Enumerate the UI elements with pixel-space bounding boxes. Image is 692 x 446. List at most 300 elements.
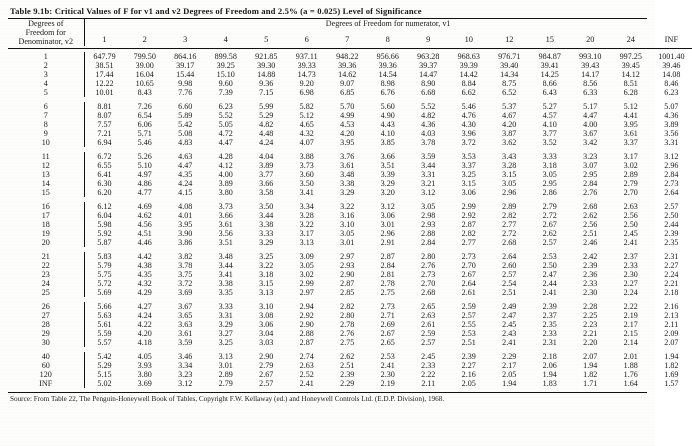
cell-v2-10-v1-INF: 3.31 (664, 138, 679, 147)
cell-v2-40-v1-INF: 1.94 (664, 352, 679, 361)
cell-v2-17-v1-1: 6.04 (97, 211, 112, 220)
table-row (8, 52, 692, 61)
cell-v2-6-v1-24: 5.12 (623, 102, 638, 111)
cell-v2-26-v1-5: 3.10 (259, 302, 274, 311)
cell-v2-11-v1-24: 3.17 (623, 152, 638, 161)
cell-v2-40-v1-5: 2.90 (259, 352, 274, 361)
cell-v2-26-v1-6: 2.94 (299, 302, 314, 311)
cell-v2-21-v1-3: 3.82 (178, 252, 193, 261)
cell-v2-60-v1-20: 1.94 (583, 361, 598, 370)
cell-v2-15-v1-12: 2.96 (502, 188, 517, 197)
cell-v2-13-v1-2: 4.97 (137, 170, 152, 179)
cell-v2-19-v1-20: 2.51 (583, 229, 598, 238)
cell-v2-14-v1-10: 3.15 (461, 179, 476, 188)
cell-v2-18-v1-15: 2.67 (542, 220, 557, 229)
cell-v2-4-v1-10: 8.84 (461, 79, 476, 88)
cell-v2-14-v1-INF: 2.73 (664, 179, 679, 188)
cell-v2-12-v1-20: 3.07 (583, 161, 598, 170)
cell-v2-7-v1-3: 5.89 (178, 111, 193, 120)
cell-v2-30-v1-2: 4.18 (137, 338, 152, 347)
row-header-v2-2: 2 (8, 61, 84, 70)
cell-v2-30-v1-8: 2.65 (380, 338, 395, 347)
cell-v2-9-v1-7: 4.20 (340, 129, 355, 138)
cell-v2-24-v1-6: 2.99 (299, 279, 314, 288)
cell-v2-11-v1-7: 3.76 (340, 152, 355, 161)
cell-v2-29-v1-4: 3.27 (218, 329, 233, 338)
row-header-v2-18: 18 (8, 220, 84, 229)
column-header-v1-5: 5 (264, 34, 269, 44)
cell-v2-25-v1-15: 2.41 (542, 288, 557, 297)
cell-v2-13-v1-INF: 2.84 (664, 170, 679, 179)
cell-v2-28-v1-4: 3.29 (218, 320, 233, 329)
cell-v2-2-v1-4: 39.25 (216, 61, 235, 70)
cell-v2-17-v1-5: 3.44 (259, 211, 274, 220)
cell-v2-7-v1-20: 4.47 (583, 111, 598, 120)
cell-v2-13-v1-1: 6.41 (97, 170, 112, 179)
cell-v2-13-v1-7: 3.48 (340, 170, 355, 179)
table-row (8, 88, 692, 97)
column-header-v1-6: 6 (304, 34, 309, 44)
cell-v2-21-v1-10: 2.73 (461, 252, 476, 261)
cell-v2-26-v1-3: 3.67 (178, 302, 193, 311)
cell-v2-27-v1-24: 2.19 (623, 311, 638, 320)
cell-v2-27-v1-6: 2.92 (299, 311, 314, 320)
cell-v2-8-v1-15: 4.10 (542, 120, 557, 129)
cell-v2-26-v1-1: 5.66 (97, 302, 112, 311)
cell-v2-27-v1-12: 2.47 (502, 311, 517, 320)
cell-v2-3-v1-9: 14.47 (419, 70, 438, 79)
cell-v2-40-v1-12: 2.29 (502, 352, 517, 361)
cell-v2-21-v1-15: 2.53 (542, 252, 557, 261)
cell-v2-20-v1-3: 3.86 (178, 238, 193, 247)
cell-v2-10-v1-15: 3.52 (542, 138, 557, 147)
cell-v2-28-v1-3: 3.63 (178, 320, 193, 329)
cell-v2-5-v1-9: 6.68 (421, 88, 436, 97)
row-header-v2-17: 17 (8, 211, 84, 220)
cell-v2-13-v1-20: 2.95 (583, 170, 598, 179)
cell-v2-7-v1-5: 5.29 (259, 111, 274, 120)
table-row (8, 79, 692, 88)
cell-v2-20-v1-8: 2.91 (380, 238, 395, 247)
cell-v2-18-v1-10: 2.87 (461, 220, 476, 229)
cell-v2-120-v1-2: 3.80 (137, 370, 152, 379)
row-header-v2-26: 26 (8, 302, 84, 311)
cell-v2-10-v1-3: 4.83 (178, 138, 193, 147)
cell-v2-25-v1-INF: 2.18 (664, 288, 679, 297)
cell-v2-12-v1-8: 3.51 (380, 161, 395, 170)
cell-v2-15-v1-20: 2.76 (583, 188, 598, 197)
cell-v2-30-v1-7: 2.75 (340, 338, 355, 347)
cell-v2-4-v1-1: 12.22 (95, 79, 114, 88)
cell-v2-4-v1-20: 8.56 (583, 79, 598, 88)
cell-v2-30-v1-1: 5.57 (97, 338, 112, 347)
cell-v2-30-v1-5: 3.03 (259, 338, 274, 347)
cell-v2-17-v1-9: 2.98 (421, 211, 436, 220)
cell-v2-3-v1-4: 15.10 (216, 70, 235, 79)
cell-v2-18-v1-4: 3.61 (218, 220, 233, 229)
cell-v2-INF-v1-15: 1.83 (542, 379, 557, 388)
cell-v2-8-v1-6: 4.65 (299, 120, 314, 129)
cell-v2-1-v1-3: 864.16 (174, 52, 197, 61)
cell-v2-2-v1-2: 39.00 (135, 61, 154, 70)
cell-v2-120-v1-24: 1.76 (623, 370, 638, 379)
cell-v2-28-v1-7: 2.78 (340, 320, 355, 329)
cell-v2-19-v1-12: 2.72 (502, 229, 517, 238)
cell-v2-26-v1-INF: 2.16 (664, 302, 679, 311)
cell-v2-22-v1-9: 2.76 (421, 261, 436, 270)
row-header-v2-5: 5 (8, 88, 84, 97)
column-header-v1-12: 12 (505, 34, 514, 44)
cell-v2-12-v1-3: 4.47 (178, 161, 193, 170)
cell-v2-24-v1-12: 2.54 (502, 279, 517, 288)
cell-v2-30-v1-4: 3.25 (218, 338, 233, 347)
row-header-v2-24: 24 (8, 279, 84, 288)
footer (8, 388, 647, 403)
cell-v2-4-v1-15: 8.66 (542, 79, 557, 88)
cell-v2-10-v1-6: 4.07 (299, 138, 314, 147)
cell-v2-11-v1-20: 3.23 (583, 152, 598, 161)
cell-v2-26-v1-7: 2.82 (340, 302, 355, 311)
cell-v2-120-v1-3: 3.23 (178, 370, 193, 379)
column-header-v1-10: 10 (464, 34, 473, 44)
cell-v2-25-v1-7: 2.85 (340, 288, 355, 297)
cell-v2-17-v1-7: 3.16 (340, 211, 355, 220)
cell-v2-28-v1-24: 2.17 (623, 320, 638, 329)
row-header-v2-30: 30 (8, 338, 84, 347)
cell-v2-3-v1-7: 14.62 (338, 70, 357, 79)
cell-v2-4-v1-8: 8.98 (380, 79, 395, 88)
table-row (8, 129, 692, 138)
table-row (8, 152, 692, 161)
cell-v2-15-v1-1: 6.20 (97, 188, 112, 197)
cell-v2-21-v1-20: 2.42 (583, 252, 598, 261)
cell-v2-10-v1-12: 3.62 (502, 138, 517, 147)
cell-v2-15-v1-15: 2.86 (542, 188, 557, 197)
cell-v2-21-v1-9: 2.80 (421, 252, 436, 261)
cell-v2-16-v1-10: 2.99 (461, 202, 476, 211)
cell-v2-40-v1-1: 5.42 (97, 352, 112, 361)
cell-v2-26-v1-15: 2.39 (542, 302, 557, 311)
cell-v2-18-v1-8: 3.01 (380, 220, 395, 229)
cell-v2-9-v1-5: 4.48 (259, 129, 274, 138)
cell-v2-5-v1-24: 6.28 (623, 88, 638, 97)
cell-v2-30-v1-15: 2.31 (542, 338, 557, 347)
cell-v2-5-v1-10: 6.62 (461, 88, 476, 97)
cell-v2-23-v1-2: 4.35 (137, 270, 152, 279)
cell-v2-14-v1-7: 3.38 (340, 179, 355, 188)
cell-v2-1-v1-12: 976.71 (498, 52, 521, 61)
cell-v2-16-v1-4: 3.73 (218, 202, 233, 211)
cell-v2-2-v1-6: 39.33 (297, 61, 316, 70)
cell-v2-9-v1-15: 3.77 (542, 129, 557, 138)
cell-v2-18-v1-6: 3.22 (299, 220, 314, 229)
cell-v2-23-v1-7: 2.90 (340, 270, 355, 279)
cell-v2-INF-v1-1: 5.02 (97, 379, 112, 388)
row-header-v2-28: 28 (8, 320, 84, 329)
cell-v2-28-v1-INF: 2.11 (664, 320, 679, 329)
cell-v2-20-v1-4: 3.51 (218, 238, 233, 247)
cell-v2-16-v1-7: 3.22 (340, 202, 355, 211)
cell-v2-29-v1-8: 2.67 (380, 329, 395, 338)
cell-v2-13-v1-24: 2.89 (623, 170, 638, 179)
cell-v2-10-v1-2: 5.46 (137, 138, 152, 147)
column-header-v1-7: 7 (345, 34, 350, 44)
cell-v2-24-v1-INF: 2.21 (664, 279, 679, 288)
stub-header-line-2: Freedom for (25, 28, 66, 37)
cell-v2-12-v1-1: 6.55 (97, 161, 112, 170)
cell-v2-12-v1-5: 3.89 (259, 161, 274, 170)
header-span-row (8, 19, 692, 33)
cell-v2-28-v1-8: 2.69 (380, 320, 395, 329)
cell-v2-60-v1-7: 2.51 (340, 361, 355, 370)
cell-v2-21-v1-24: 2.37 (623, 252, 638, 261)
table-row (8, 270, 692, 279)
table-row (8, 161, 692, 170)
cell-v2-25-v1-5: 3.13 (259, 288, 274, 297)
cell-v2-17-v1-12: 2.82 (502, 211, 517, 220)
cell-v2-60-v1-INF: 1.82 (664, 361, 679, 370)
cell-v2-25-v1-4: 3.35 (218, 288, 233, 297)
cell-v2-13-v1-9: 3.31 (421, 170, 436, 179)
cell-v2-20-v1-10: 2.77 (461, 238, 476, 247)
cell-v2-24-v1-2: 4.32 (137, 279, 152, 288)
cell-v2-15-v1-9: 3.12 (421, 188, 436, 197)
cell-v2-26-v1-24: 2.22 (623, 302, 638, 311)
cell-v2-120-v1-6: 2.52 (299, 370, 314, 379)
cell-v2-17-v1-24: 2.56 (623, 211, 638, 220)
cell-v2-5-v1-7: 6.85 (340, 88, 355, 97)
row-header-v2-1: 1 (8, 52, 84, 61)
cell-v2-7-v1-7: 4.99 (340, 111, 355, 120)
cell-v2-40-v1-4: 3.13 (218, 352, 233, 361)
cell-v2-26-v1-8: 2.73 (380, 302, 395, 311)
cell-v2-4-v1-4: 9.60 (218, 79, 233, 88)
cell-v2-21-v1-8: 2.87 (380, 252, 395, 261)
source-note: Source: From Table 22, The Penguin-Honeywell Book of Tables, Copyright F.W. Kellaway (ed.) and Honeywell Controls Ltd. (E.D.P. Division), 1968. (10, 394, 445, 403)
cell-v2-19-v1-2: 4.51 (137, 229, 152, 238)
cell-v2-20-v1-1: 5.87 (97, 238, 112, 247)
cell-v2-10-v1-5: 4.24 (259, 138, 274, 147)
cell-v2-27-v1-3: 3.65 (178, 311, 193, 320)
cell-v2-27-v1-INF: 2.13 (664, 311, 679, 320)
cell-v2-17-v1-2: 4.62 (137, 211, 152, 220)
cell-v2-27-v1-5: 3.08 (259, 311, 274, 320)
cell-v2-25-v1-12: 2.51 (502, 288, 517, 297)
cell-v2-18-v1-INF: 2.44 (664, 220, 679, 229)
cell-v2-25-v1-24: 2.24 (623, 288, 638, 297)
cell-v2-13-v1-12: 3.15 (502, 170, 517, 179)
cell-v2-15-v1-3: 4.15 (178, 188, 193, 197)
table-row (8, 170, 692, 179)
cell-v2-11-v1-8: 3.66 (380, 152, 395, 161)
page-title: Table 9.1b: Critical Values of F for v1 and v2 Degrees of Freedom and 2.5% (a = 0.025) Level of Significance (10, 6, 422, 16)
cell-v2-30-v1-24: 2.14 (623, 338, 638, 347)
cell-v2-25-v1-6: 2.97 (299, 288, 314, 297)
cell-v2-14-v1-4: 3.89 (218, 179, 233, 188)
cell-v2-17-v1-15: 2.72 (542, 211, 557, 220)
cell-v2-30-v1-INF: 2.07 (664, 338, 679, 347)
table-row (8, 329, 692, 338)
cell-v2-3-v1-8: 14.54 (378, 70, 397, 79)
cell-v2-11-v1-6: 3.88 (299, 152, 314, 161)
cell-v2-23-v1-8: 2.81 (380, 270, 395, 279)
cell-v2-21-v1-4: 3.48 (218, 252, 233, 261)
cell-v2-16-v1-1: 6.12 (97, 202, 112, 211)
cell-v2-18-v1-1: 5.98 (97, 220, 112, 229)
cell-v2-27-v1-20: 2.25 (583, 311, 598, 320)
cell-v2-13-v1-15: 3.05 (542, 170, 557, 179)
cell-v2-24-v1-4: 3.38 (218, 279, 233, 288)
cell-v2-24-v1-20: 2.33 (583, 279, 598, 288)
cell-v2-19-v1-3: 3.90 (178, 229, 193, 238)
cell-v2-25-v1-8: 2.75 (380, 288, 395, 297)
column-header-v1-4: 4 (223, 34, 228, 44)
cell-v2-16-v1-12: 2.89 (502, 202, 517, 211)
cell-v2-15-v1-24: 2.70 (623, 188, 638, 197)
cell-v2-14-v1-20: 2.84 (583, 179, 598, 188)
cell-v2-20-v1-2: 4.46 (137, 238, 152, 247)
cell-v2-5-v1-3: 7.76 (178, 88, 193, 97)
cell-v2-28-v1-10: 2.55 (461, 320, 476, 329)
cell-v2-120-v1-20: 1.82 (583, 370, 598, 379)
cell-v2-3-v1-3: 15.44 (176, 70, 195, 79)
cell-v2-29-v1-7: 2.76 (340, 329, 355, 338)
cell-v2-19-v1-4: 3.56 (218, 229, 233, 238)
cell-v2-8-v1-12: 4.20 (502, 120, 517, 129)
cell-v2-26-v1-4: 3.33 (218, 302, 233, 311)
cell-v2-6-v1-3: 6.60 (178, 102, 193, 111)
cell-v2-8-v1-INF: 3.89 (664, 120, 679, 129)
cell-v2-29-v1-15: 2.33 (542, 329, 557, 338)
cell-v2-10-v1-1: 6.94 (97, 138, 112, 147)
cell-v2-28-v1-6: 2.90 (299, 320, 314, 329)
cell-v2-19-v1-8: 2.96 (380, 229, 395, 238)
cell-v2-6-v1-INF: 5.07 (664, 102, 679, 111)
cell-v2-16-v1-8: 3.12 (380, 202, 395, 211)
cell-v2-5-v1-2: 8.43 (137, 88, 152, 97)
cell-v2-7-v1-INF: 4.36 (664, 111, 679, 120)
cell-v2-INF-v1-2: 3.69 (137, 379, 152, 388)
cell-v2-26-v1-12: 2.49 (502, 302, 517, 311)
cell-v2-5-v1-12: 6.52 (502, 88, 517, 97)
cell-v2-40-v1-2: 4.05 (137, 352, 152, 361)
cell-v2-5-v1-1: 10.01 (95, 88, 114, 97)
cell-v2-8-v1-4: 5.05 (218, 120, 233, 129)
cell-v2-1-v1-8: 956.66 (376, 52, 399, 61)
cell-v2-11-v1-1: 6.72 (97, 152, 112, 161)
cell-v2-13-v1-4: 4.00 (218, 170, 233, 179)
cell-v2-17-v1-3: 4.01 (178, 211, 193, 220)
cell-v2-28-v1-20: 2.23 (583, 320, 598, 329)
cell-v2-INF-v1-INF: 1.57 (664, 379, 679, 388)
cell-v2-INF-v1-3: 3.12 (178, 379, 193, 388)
cell-v2-19-v1-24: 2.45 (623, 229, 638, 238)
column-header-v1-INF: INF (664, 34, 679, 44)
cell-v2-15-v1-2: 4.77 (137, 188, 152, 197)
row-header-v2-22: 22 (8, 261, 84, 270)
cell-v2-29-v1-3: 3.61 (178, 329, 193, 338)
cell-v2-4-v1-9: 8.90 (421, 79, 436, 88)
cell-v2-29-v1-5: 3.04 (259, 329, 274, 338)
cell-v2-30-v1-3: 3.59 (178, 338, 193, 347)
cell-v2-2-v1-24: 39.45 (621, 61, 640, 70)
cell-v2-3-v1-15: 14.25 (540, 70, 559, 79)
cell-v2-26-v1-9: 2.65 (421, 302, 436, 311)
cell-v2-1-v1-2: 799.50 (133, 52, 156, 61)
stub-header (8, 19, 84, 46)
table-row (8, 61, 692, 70)
cell-v2-28-v1-2: 4.22 (137, 320, 152, 329)
cell-v2-27-v1-2: 4.24 (137, 311, 152, 320)
cell-v2-22-v1-15: 2.50 (542, 261, 557, 270)
cell-v2-15-v1-6: 3.41 (299, 188, 314, 197)
cell-v2-14-v1-15: 2.95 (542, 179, 557, 188)
cell-v2-INF-v1-7: 2.29 (340, 379, 355, 388)
cell-v2-18-v1-2: 4.56 (137, 220, 152, 229)
table-row (8, 361, 692, 370)
cell-v2-INF-v1-6: 2.41 (299, 379, 314, 388)
table-row (8, 338, 692, 347)
cell-v2-40-v1-9: 2.45 (421, 352, 436, 361)
cell-v2-5-v1-5: 7.15 (259, 88, 274, 97)
cell-v2-INF-v1-5: 2.57 (259, 379, 274, 388)
cell-v2-16-v1-20: 2.68 (583, 202, 598, 211)
cell-v2-27-v1-7: 2.80 (340, 311, 355, 320)
cell-v2-23-v1-3: 3.75 (178, 270, 193, 279)
cell-v2-23-v1-20: 2.36 (583, 270, 598, 279)
cell-v2-9-v1-4: 4.72 (218, 129, 233, 138)
column-header-v1-2: 2 (142, 34, 147, 44)
cell-v2-120-v1-15: 1.94 (542, 370, 557, 379)
cell-v2-12-v1-INF: 2.96 (664, 161, 679, 170)
cell-v2-3-v1-12: 14.34 (500, 70, 519, 79)
cell-v2-40-v1-20: 2.07 (583, 352, 598, 361)
cell-v2-15-v1-4: 3.80 (218, 188, 233, 197)
cell-v2-7-v1-4: 5.52 (218, 111, 233, 120)
cell-v2-16-v1-6: 3.34 (299, 202, 314, 211)
cell-v2-22-v1-2: 4.38 (137, 261, 152, 270)
cell-v2-120-v1-9: 2.22 (421, 370, 436, 379)
cell-v2-60-v1-3: 3.34 (178, 361, 193, 370)
cell-v2-12-v1-24: 3.02 (623, 161, 638, 170)
cell-v2-5-v1-8: 6.76 (380, 88, 395, 97)
cell-v2-9-v1-2: 5.71 (137, 129, 152, 138)
cell-v2-3-v1-24: 14.12 (621, 70, 640, 79)
cell-v2-26-v1-20: 2.28 (583, 302, 598, 311)
cell-v2-2-v1-15: 39.41 (540, 61, 559, 70)
cell-v2-27-v1-15: 2.37 (542, 311, 557, 320)
cell-v2-29-v1-24: 2.15 (623, 329, 638, 338)
cell-v2-30-v1-10: 2.51 (461, 338, 476, 347)
cell-v2-9-v1-INF: 3.56 (664, 129, 679, 138)
cell-v2-6-v1-2: 7.26 (137, 102, 152, 111)
cell-v2-29-v1-12: 2.43 (502, 329, 517, 338)
column-header-v1-3: 3 (183, 34, 188, 44)
cell-v2-INF-v1-24: 1.64 (623, 379, 638, 388)
cell-v2-17-v1-20: 2.62 (583, 211, 598, 220)
cell-v2-3-v1-6: 14.73 (297, 70, 316, 79)
cell-v2-24-v1-15: 2.44 (542, 279, 557, 288)
cell-v2-10-v1-9: 3.78 (421, 138, 436, 147)
cell-v2-17-v1-8: 3.06 (380, 211, 395, 220)
cell-v2-60-v1-6: 2.63 (299, 361, 314, 370)
cell-v2-120-v1-8: 2.30 (380, 370, 395, 379)
cell-v2-23-v1-24: 2.30 (623, 270, 638, 279)
cell-v2-11-v1-15: 3.33 (542, 152, 557, 161)
cell-v2-24-v1-5: 3.15 (259, 279, 274, 288)
cell-v2-20-v1-INF: 2.35 (664, 238, 679, 247)
cell-v2-4-v1-12: 8.75 (502, 79, 517, 88)
